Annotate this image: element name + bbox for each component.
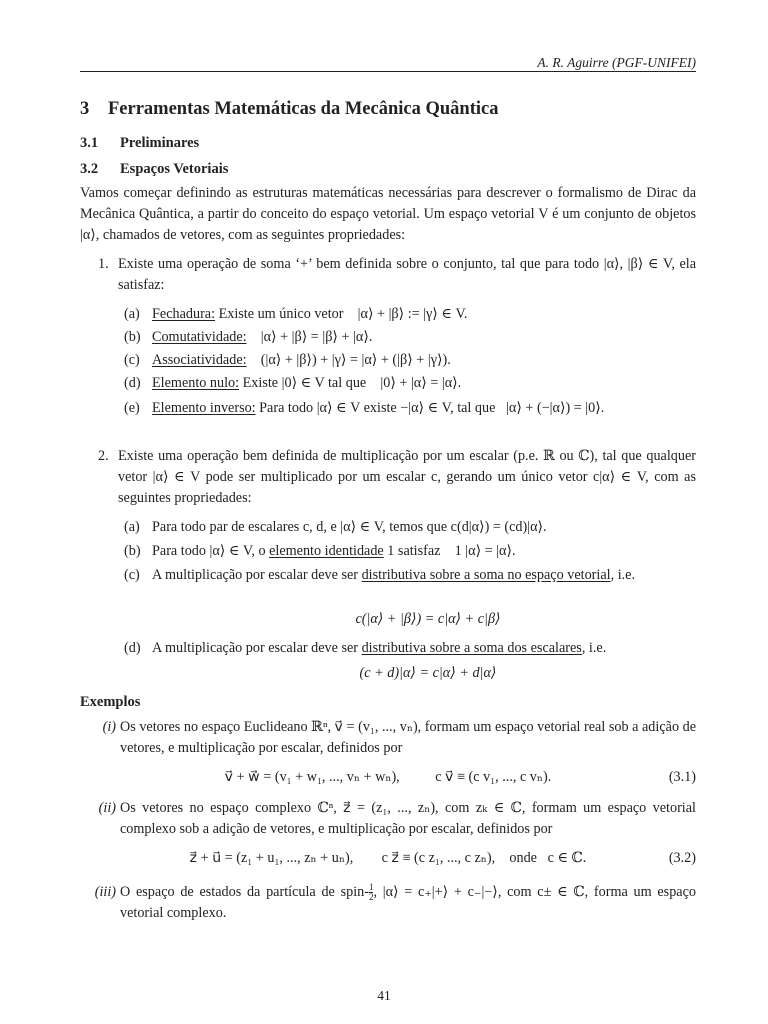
subitem-label: (e) (124, 400, 140, 416)
equation-body: c(|α⟩ + |β⟩) = c|α⟩ + c|β⟩ (355, 611, 501, 627)
subitem-elemento-inverso (124, 398, 696, 419)
section-title: Ferramentas Matemáticas da Mecânica Quântica (108, 99, 499, 119)
header-rule (80, 71, 696, 72)
list-item-soma (98, 254, 696, 296)
page-number: 41 (377, 988, 391, 1003)
example-ii (80, 798, 696, 840)
example-text: Os vetores no espaço complexo ℂⁿ, z⃗ = (z₁, ..., zₙ), com zₖ ∈ ℂ, formam um espaço vetorial complexo sob a adição de vetores, e multiplicação por escalar, definidos por (120, 800, 696, 837)
equation-body: (c + d)|α⟩ = c|α⟩ + d|α⟩ (359, 665, 497, 681)
list-label: 1. (98, 256, 109, 272)
subitem-label: (d) (124, 640, 141, 656)
running-header: A. R. Aguirre (PGF-UNIFEI) (537, 55, 696, 70)
subitem-associatividade (124, 350, 696, 371)
list-text: Existe uma operação de soma ‘+’ bem definida sobre o conjunto, tal que para todo |α⟩, |β⟩ ∈ V, ela satisfaz: (118, 256, 696, 293)
subitem-text: Existe um único vetor |α⟩ + |β⟩ := |γ⟩ ∈ V. (215, 306, 468, 322)
subitem-elemento-nulo (124, 373, 696, 394)
subsection-title: Preliminares (120, 135, 200, 151)
subitem-term: Comutatividade: (152, 329, 247, 345)
subitem-term: Elemento inverso: (152, 400, 256, 416)
subitem-label: (c) (124, 567, 140, 583)
example-text: O espaço de estados da partícula de spin- (120, 884, 369, 900)
list-label: 2. (98, 448, 109, 464)
list-text: Existe uma operação bem definida de multiplicação por um escalar (p.e. ℝ ou ℂ), tal que qualquer vetor |α⟩ ∈ V pode ser multiplicado por um escalar c, gerando um único vetor c|α⟩ ∈ V, com as seguintes propriedades: (118, 448, 696, 506)
list-item-multiplicacao (98, 446, 696, 509)
subsection-heading-preliminares (80, 133, 199, 154)
example-text: , |α⟩ = c₊|+⟩ + c₋|−⟩, com c± ∈ ℂ, forma um espaço vetorial complexo. (120, 884, 696, 921)
subitem-text: 1 satisfaz 1 |α⟩ = |α⟩. (383, 543, 516, 559)
subitem-term: Fechadura: (152, 306, 216, 322)
subitem-text: , i.e. (610, 567, 636, 583)
subitem-term: elemento identidade (269, 543, 384, 559)
subitem-elemento-identidade (124, 541, 696, 562)
subitem-text: , i.e. (581, 640, 607, 656)
example-label: (ii) (98, 800, 116, 816)
equation-body: v⃗ + w⃗ = (v₁ + w₁, ..., vₙ + wₙ), c v⃗ ≡ (c v₁, ..., c vₙ). (224, 769, 552, 785)
subitem-distributiva-vetorial (124, 565, 696, 586)
subsection-heading-espacos-vetoriais (80, 159, 228, 180)
subitem-term: distributiva sobre a soma no espaço vetorial (361, 567, 611, 583)
subitem-distributiva-escalares (124, 638, 696, 659)
examples-heading: Exemplos (80, 694, 141, 710)
example-label: (iii) (94, 884, 116, 900)
subitem-label: (c) (124, 352, 140, 368)
subitem-label: (b) (124, 329, 141, 345)
subitem-text: Existe |0⟩ ∈ V tal que |0⟩ + |α⟩ = |α⟩. (239, 375, 462, 391)
subitem-label: (a) (124, 519, 140, 535)
section-number: 3 (80, 99, 90, 119)
subitem-associatividade-escalar (124, 517, 696, 538)
example-label: (i) (102, 719, 116, 735)
subsection-title: Espaços Vetoriais (120, 161, 229, 177)
subitem-label: (a) (124, 306, 140, 322)
subitem-text: (|α⟩ + |β⟩) + |γ⟩ = |α⟩ + (|β⟩ + |γ⟩). (246, 352, 451, 368)
subitem-label: (d) (124, 375, 141, 391)
subsection-number: 3.2 (80, 161, 99, 177)
subitem-term: Elemento nulo: (152, 375, 240, 391)
intro-paragraph: Vamos começar definindo as estruturas matemáticas necessárias para descrever o formalismo de Dirac da Mecânica Quântica, a partir do conceito do espaço vetorial. Um espaço vetorial V é um conjunto de objetos |α⟩, chamados de vetores, com as seguintes propriedades: (80, 185, 696, 243)
example-text: Os vetores no espaço Euclideano ℝⁿ, v⃗ = (v₁, ..., vₙ), formam um espaço vetorial real sob a adição de vetores, e multiplicação por escalar, definidos por (120, 719, 696, 756)
subitem-term: distributiva sobre a soma dos escalares (361, 640, 582, 656)
subitem-comutatividade (124, 327, 696, 348)
fraction-numerator: 1 (368, 882, 374, 893)
example-iii (80, 882, 696, 924)
subitem-term: Associatividade: (152, 352, 247, 368)
fraction-denominator: 2 (368, 892, 374, 903)
subsection-number: 3.1 (80, 135, 99, 151)
equation-number: (3.1) (668, 769, 696, 785)
equation-number: (3.2) (668, 850, 696, 866)
subitem-text: Para todo |α⟩ ∈ V existe −|α⟩ ∈ V, tal que |α⟩ + (−|α⟩) = |0⟩. (255, 400, 605, 416)
subitem-text: Para todo par de escalares c, d, e |α⟩ ∈ V, temos que c(d|α⟩) = (cd)|α⟩. (152, 519, 547, 535)
equation-body: z⃗ + u⃗ = (z₁ + u₁, ..., zₙ + uₙ), c z⃗ ≡ (c z₁, ..., c zₙ), onde c ∈ ℂ. (189, 850, 587, 866)
subitem-fechadura (124, 304, 696, 325)
subitem-text: |α⟩ + |β⟩ = |β⟩ + |α⟩. (246, 329, 373, 345)
example-i (80, 717, 696, 759)
subitem-label: (b) (124, 543, 141, 559)
subitem-text: A multiplicação por escalar deve ser (152, 567, 362, 583)
subitem-text: Para todo |α⟩ ∈ V, o (152, 543, 270, 559)
subitem-text: A multiplicação por escalar deve ser (152, 640, 362, 656)
section-heading (80, 99, 498, 120)
